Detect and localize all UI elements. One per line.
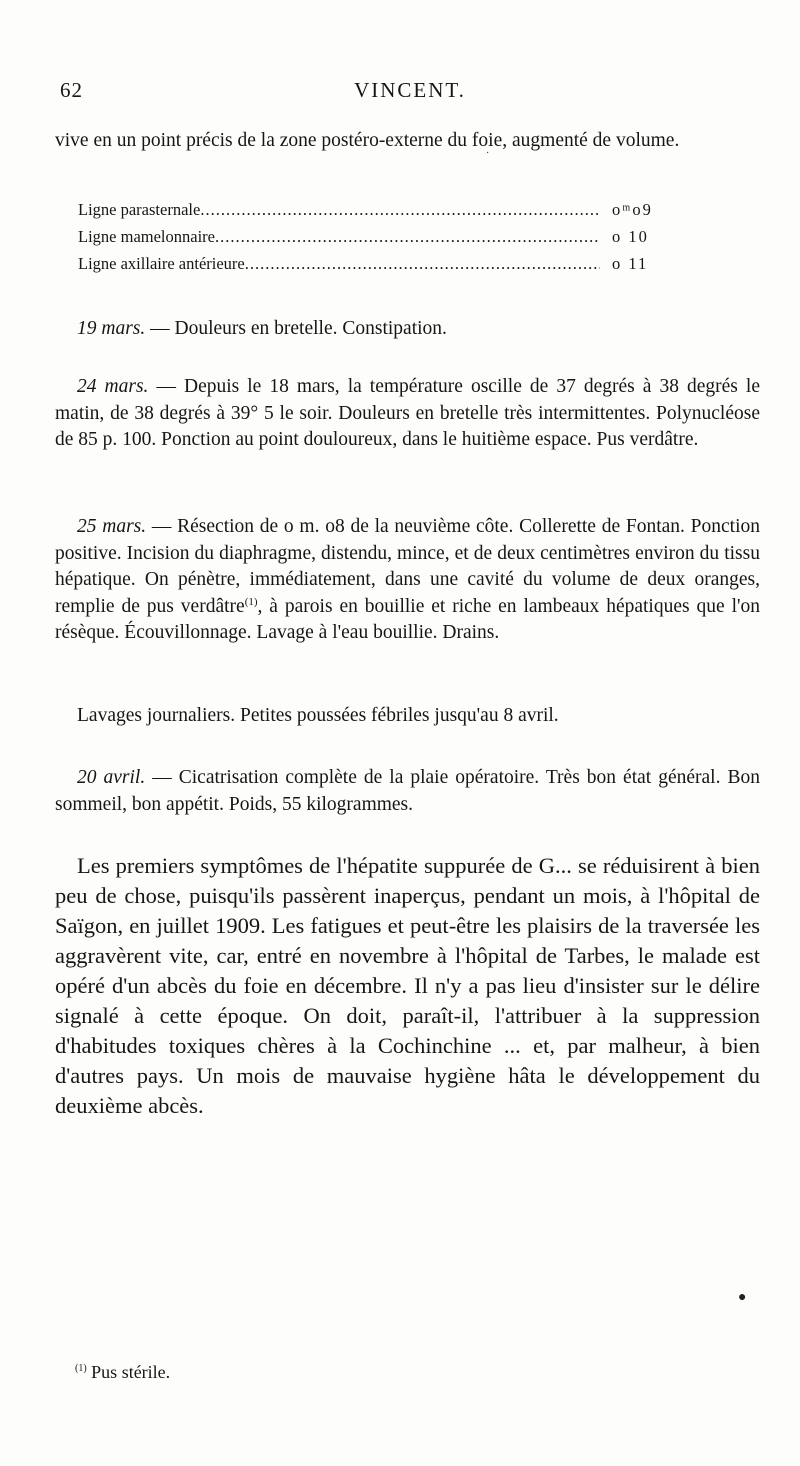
- intro-paragraph: vive en un point précis de la zone postéro-externe du foie, augmenté de volume.: [55, 130, 680, 151]
- entry-text: — Cicatrisation complète de la plaie opératoire. Très bon état général. Bon sommeil, bon appétit. Poids, 55 kilogrammes.: [55, 767, 760, 815]
- ink-speck: ·: [486, 148, 490, 159]
- entry-text: — Résection de o m. o8 de la neuvième côte. Collerette de Fontan. Ponction positive. Incision du diaphragme, distendu, mince, et de deux centimètres environ du tissu hépatique. On pénètre, immédiatement, dans une cavité du volume de deux oranges, remplie de pus verdâtre: [55, 516, 760, 617]
- page-header: [60, 78, 760, 108]
- entry-25-mars: [55, 514, 760, 647]
- footnote-text: Pus stérile.: [86, 1362, 171, 1382]
- entry-25-mars-continued: Lavages journaliers. Petites poussées fébriles jusqu'au 8 avril.: [77, 705, 559, 726]
- measurement-value: o 10: [612, 227, 649, 246]
- entry-date: 20 avril.: [77, 767, 146, 788]
- entry-text: , à parois en bouillie et riche en lambeaux hépatiques que l'on résèque. Écouvillonnage. Lavage à l'eau bouillie. Drains.: [55, 595, 760, 643]
- measurement-label: Ligne parasternale: [78, 200, 201, 219]
- entry-text: — Depuis le 18 mars, la température oscille de 37 degrés à 38 degrés le matin, de 38 degrés à 39° 5 le soir. Douleurs en bretelle très intermittentes. Polynucléose de 85 p. 100. Ponction au point douloureux, dans le huitième espace. Pus verdâtre.: [55, 376, 760, 450]
- measurement-label: Ligne mamelonnaire: [78, 227, 215, 246]
- entry-date: 25 mars.: [77, 516, 147, 537]
- entry-date: 24 mars.: [77, 376, 149, 397]
- footnote-mark: (1): [75, 1363, 87, 1374]
- entry-date: 19 mars.: [77, 318, 146, 339]
- entry-24-mars: [55, 374, 760, 454]
- measurement-list: [78, 200, 682, 281]
- ink-spot: ●: [738, 1290, 747, 1305]
- footnote-reference: (1): [244, 595, 258, 608]
- entry-text: — Douleurs en bretelle. Constipation.: [145, 318, 447, 339]
- entry-19-mars: [55, 316, 760, 343]
- measurement-row: [78, 254, 682, 281]
- measurement-label: Ligne axillaire antérieure: [78, 254, 245, 273]
- measurement-row: [78, 227, 682, 254]
- measurement-value: o 11: [612, 254, 649, 273]
- page-number: 62: [60, 78, 83, 102]
- footnote: [75, 1362, 170, 1383]
- measurement-row: [78, 200, 682, 227]
- measurement-value: oᵐo9: [612, 200, 653, 219]
- leader-dots: [200, 200, 600, 220]
- entry-20-avril: [55, 765, 760, 818]
- discussion-paragraph: Les premiers symptômes de l'hépatite suppurée de G... se réduisirent à bien peu de chose, puisqu'ils passèrent inaperçus, pendant un mois, à l'hôpital de Saïgon, en juillet 1909. Les fatigues et peut-être les plaisirs de la traversée les aggravèrent vite, car, entré en novembre à l'hôpital de Tarbes, le malade est opéré d'un abcès du foie en décembre. Il n'y a pas lieu d'insister sur le délire signalé à cette époque. On doit, paraît-il, l'attribuer à la suppression d'habitudes toxiques chères à la Cochinchine ... et, par malheur, à bien d'autres pays. Un mois de mauvaise hygiène hâta le développement du deuxième abcès.: [55, 853, 760, 1118]
- running-title: VINCENT.: [354, 78, 466, 102]
- leader-dots: [215, 227, 600, 247]
- leader-dots: [245, 254, 600, 274]
